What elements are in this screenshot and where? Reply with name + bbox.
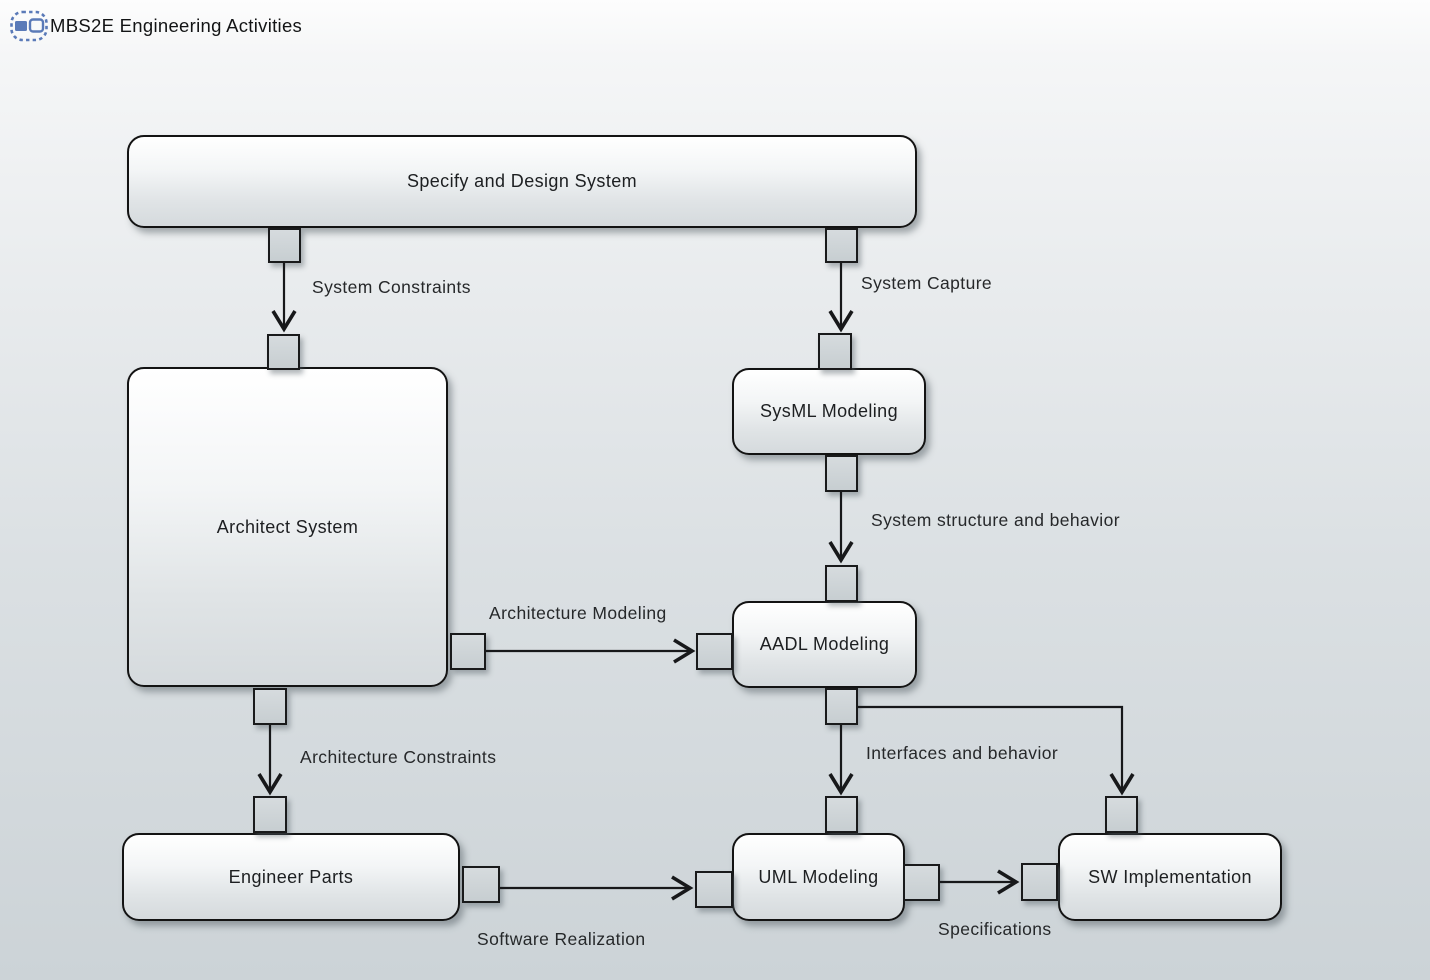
edge-specifications[interactable]: [940, 871, 1016, 893]
edge-architecture-constraints[interactable]: [259, 725, 281, 792]
port-architect-out-right[interactable]: [450, 633, 486, 670]
node-engineer-parts[interactable]: [122, 833, 460, 921]
activity-diagram-icon: [9, 8, 49, 44]
node-label: Architect System: [216, 516, 359, 537]
port-uml-in-left[interactable]: [695, 871, 733, 908]
port-sysml-in-top[interactable]: [818, 333, 852, 370]
node-label: AADL Modeling: [759, 634, 890, 654]
edge-label-specifications: Specifications: [938, 919, 1052, 939]
port-architect-out-bottom[interactable]: [253, 688, 287, 725]
diagram-title: MBS2E Engineering Activities: [50, 15, 303, 36]
edge-label-architecture-modeling: Architecture Modeling: [489, 603, 667, 623]
diagram-header: [0, 0, 1430, 52]
edge-interfaces-and-behavior[interactable]: [830, 725, 852, 792]
node-specify-and-design-system[interactable]: [127, 135, 917, 228]
port-aadl-in-top[interactable]: [825, 565, 858, 602]
edge-label-system-structure-and-behavior: System structure and behavior: [871, 510, 1120, 530]
edge-system-capture[interactable]: [830, 263, 852, 329]
node-sysml-modeling[interactable]: [732, 368, 926, 455]
port-swimpl-in-left[interactable]: [1021, 863, 1058, 901]
node-uml-modeling[interactable]: [732, 833, 905, 921]
edge-label-system-constraints: System Constraints: [312, 277, 471, 297]
edge-label-architecture-constraints: Architecture Constraints: [300, 747, 497, 767]
node-label: Engineer Parts: [228, 866, 354, 887]
edge-architecture-modeling[interactable]: [486, 640, 692, 662]
port-aadl-in-left[interactable]: [696, 633, 733, 670]
edge-software-realization[interactable]: [500, 877, 690, 899]
node-label: SW Implementation: [1088, 866, 1252, 887]
port-specify-out-left[interactable]: [268, 228, 301, 263]
edge-label-system-capture: System Capture: [861, 273, 993, 293]
edge-system-structure-and-behavior[interactable]: [830, 492, 852, 560]
edge-label-software-realization: Software Realization: [477, 929, 646, 949]
edge-label-interfaces-and-behavior: Interfaces and behavior: [866, 743, 1059, 763]
port-engineer-in-top[interactable]: [253, 796, 287, 833]
node-architect-system[interactable]: [127, 367, 448, 687]
node-label: Specify and Design System: [406, 171, 638, 191]
port-sysml-out-bottom[interactable]: [825, 455, 858, 492]
port-specify-out-right[interactable]: [825, 228, 858, 263]
port-architect-in-top[interactable]: [267, 334, 300, 370]
port-uml-in-top[interactable]: [825, 796, 858, 833]
port-engineer-out-right[interactable]: [462, 866, 500, 903]
port-aadl-out-bottom[interactable]: [825, 688, 858, 725]
node-label: SysML Modeling: [760, 401, 898, 421]
port-uml-out-right[interactable]: [903, 864, 940, 901]
port-swimpl-in-top[interactable]: [1105, 796, 1138, 833]
node-label: UML Modeling: [758, 866, 879, 887]
node-aadl-modeling[interactable]: [732, 601, 917, 688]
node-sw-implementation[interactable]: [1058, 833, 1282, 921]
edge-system-constraints[interactable]: [273, 263, 295, 329]
